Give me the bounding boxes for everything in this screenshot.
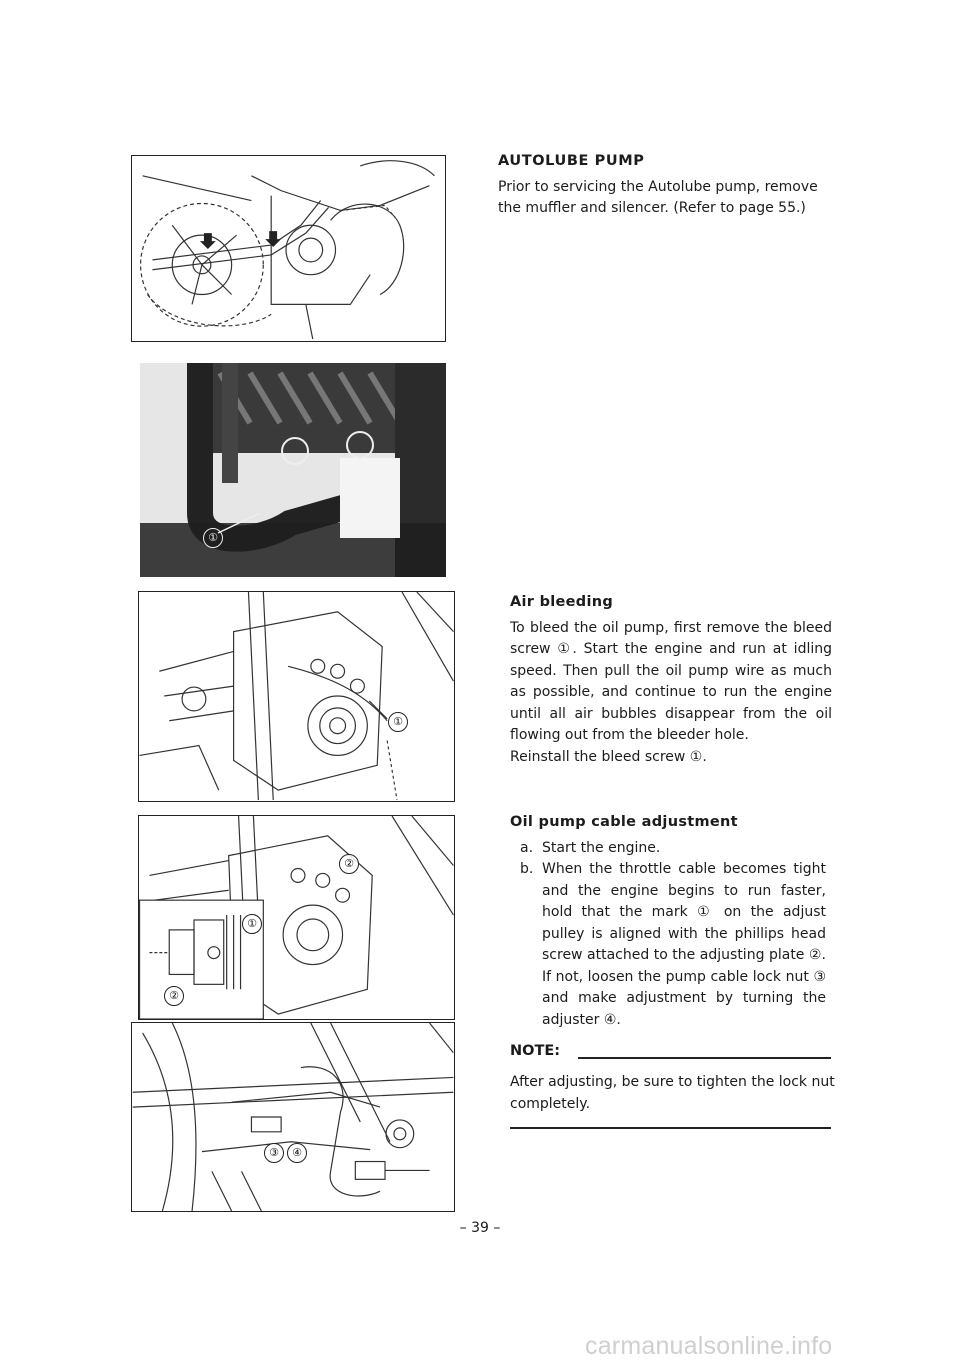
exhaust-photo-illustration — [140, 363, 446, 577]
cable-locknut-illustration — [132, 1023, 454, 1211]
note-text: After adjusting, be sure to tighten the lock nut completely. — [510, 1074, 835, 1112]
figure-cable-locknut-drawing — [131, 1022, 455, 1212]
callout-lock-nut-3: ③ — [264, 1143, 284, 1163]
note-divider — [578, 1057, 831, 1059]
step-item — [510, 859, 826, 1031]
figure-adjust-pulley-drawing — [138, 815, 455, 1020]
step-label: a. — [520, 839, 534, 856]
callout-bleed-screw-1: ① — [203, 528, 223, 548]
note-title: NOTE: — [510, 1043, 561, 1059]
callout-bleed-screw-1: ① — [388, 712, 408, 732]
callout-mark-1: ① — [242, 914, 262, 934]
step-item — [510, 838, 826, 860]
muffler-illustration — [132, 156, 445, 341]
section-title-air-bleeding: Air bleeding — [510, 594, 614, 610]
note-end-divider — [510, 1127, 831, 1129]
section-title-cable-adjustment: Oil pump cable adjustment — [510, 814, 738, 830]
callout-adjusting-plate-2-inset: ② — [164, 986, 184, 1006]
watermark: carmanualsonline.info — [585, 1332, 833, 1360]
figure-exhaust-photo — [140, 363, 446, 577]
adjust-pulley-illustration — [139, 816, 454, 1019]
section-cable-adjustment — [510, 812, 826, 1031]
callout-adjusting-plate-2: ② — [339, 854, 359, 874]
section-air-bleeding — [510, 592, 832, 768]
page-number: – 39 – — [459, 1220, 501, 1236]
air-bleeding-body: To bleed the oil pump, first remove the bleed screw ①. Start the engine and run at idling speed. Then pull the oil pump wire as much as possible, and continue to run the engine until all air bubbles disappear from the oil flowing out from the bleeder hole. — [510, 619, 832, 743]
section-title-autolube: AUTOLUBE PUMP — [498, 153, 645, 169]
callout-adjuster-4: ④ — [287, 1143, 307, 1163]
autolube-intro-text: Prior to servicing the Autolube pump, remove the muffler and silencer. (Refer to page 55.) — [498, 178, 818, 216]
section-autolube-pump — [498, 151, 833, 220]
air-bleeding-reinstall: Reinstall the bleed screw ①. — [510, 748, 707, 765]
figure-muffler-drawing — [131, 155, 446, 342]
step-text: Start the engine. — [542, 839, 661, 856]
figure-bleed-screw-drawing — [138, 591, 455, 802]
step-label: b. — [520, 861, 534, 877]
pump-bleed-illustration — [139, 592, 454, 801]
step-text: When the throttle cable becomes tight and the engine begins to run faster, hold that the mark ① on the adjust pulley is aligned with the phillips head screw attached to the adjusting plate ②. If not, loosen the pump cable lock nut ③ and make adjustment by turning the adjuster ④. — [542, 861, 826, 1028]
